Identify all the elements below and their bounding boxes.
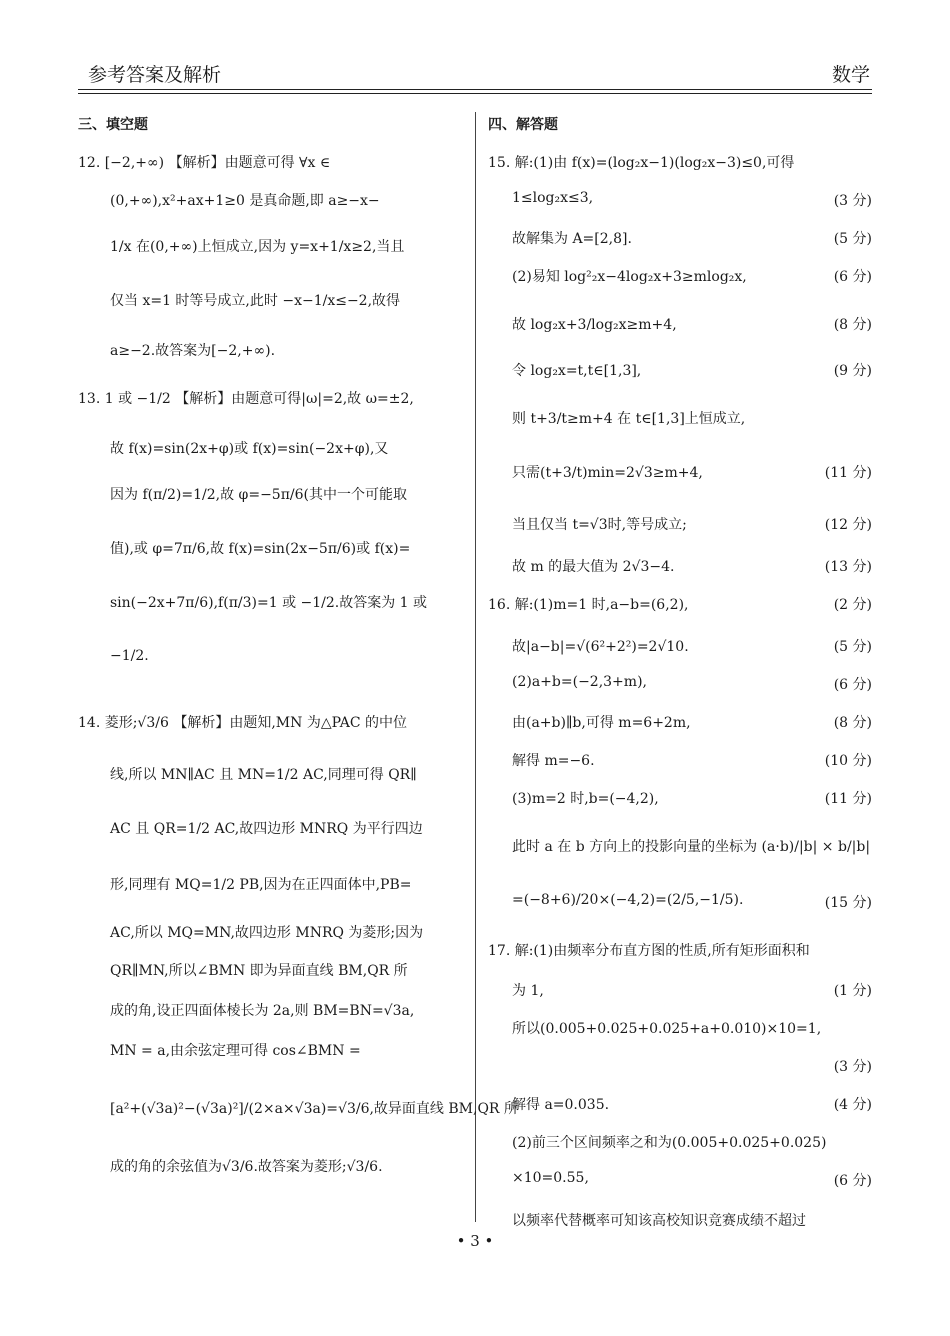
left-line: (0,+∞),x²+ax+1≥0 是真命题,即 a≥−x− [110,193,380,209]
right-line-text: 为 1, [512,983,544,999]
left-column [78,110,464,144]
score-label: (5 分) [833,231,872,247]
section-heading-fill-in: 三、填空题 [78,117,148,133]
right-line-text: 故 log₂x+3/log₂x≥m+4, [512,317,677,333]
right-line-text: 15. 解:(1)由 f(x)=(log₂x−1)(log₂x−3)≤0,可得 [488,155,795,171]
header-rule-thick [78,89,872,90]
right-line [512,1132,872,1152]
right-line-text: 只需(t+3/t)min=2√3≥m+4, [512,465,703,481]
right-line-text: 解得 m=−6. [512,753,595,769]
right-line [512,462,872,482]
score-label: (8 分) [833,715,872,731]
left-line: a≥−2.故答案为[−2,+∞). [110,343,276,359]
right-line [512,636,872,656]
right-line-text: 16. 解:(1)m=1 时,a−b=(6,2), [488,597,689,613]
score-label: (11 分) [824,791,872,807]
left-line: 形,同理有 MQ=1/2 PB,因为在正四面体中,PB= [110,877,412,893]
left-line: 12. [−2,+∞) 【解析】由题意可得 ∀x ∈ [78,155,331,171]
section-heading-solutions: 四、解答题 [488,117,558,133]
score-label: (9 分) [833,363,872,379]
right-line [512,1170,872,1189]
right-line-text: ×10=0.55, [512,1170,589,1186]
header-rule-thin [78,93,872,94]
left-line: 1/x 在(0,+∞)上恒成立,因为 y=x+1/x≥2,当且 [110,239,405,255]
right-line [512,408,872,428]
right-line [488,594,872,614]
right-line-text: 17. 解:(1)由频率分布直方图的性质,所有矩形面积和 [488,943,810,959]
right-line-text: 故|a−b|=√(6²+2²)=2√10. [512,639,689,655]
right-line [512,1094,872,1114]
right-line [512,266,872,286]
right-column [488,110,873,144]
score-label: (10 分) [824,753,872,769]
right-line [512,228,872,248]
score-label: (1 分) [833,983,872,999]
left-line: 仅当 x=1 时等号成立,此时 −x−1/x≤−2,故得 [110,293,401,309]
score-label: (4 分) [833,1097,872,1113]
score-label: (2 分) [833,597,872,613]
score-label: (6 分) [833,677,872,693]
right-line [512,556,872,576]
right-line [512,1210,872,1230]
right-line [512,836,872,856]
left-line: 线,所以 MN∥AC 且 MN=1/2 AC,同理可得 QR∥ [110,767,417,783]
right-line-text: 以频率代替概率可知该高校知识竞赛成绩不超过 [512,1213,806,1229]
right-line-text: (3)m=2 时,b=(−4,2), [512,791,659,807]
right-line [512,314,872,334]
right-line [512,190,872,209]
page-header-right: 数学 [831,64,870,86]
score-label: (3 分) [833,1059,872,1075]
left-line: [a²+(√3a)²−(√3a)²]/(2×a×√3a)=√3/6,故异面直线 BM,QR 所 [110,1101,518,1117]
right-line [512,360,872,380]
left-line: 14. 菱形;√3/6 【解析】由题知,MN 为△PAC 的中位 [78,715,407,731]
left-line: 成的角的余弦值为√3/6.故答案为菱形;√3/6. [110,1159,383,1175]
right-line [512,674,872,693]
right-line [512,892,872,911]
right-line-text: 1≤log₂x≤3, [512,190,594,206]
right-line-text: 则 t+3/t≥m+4 在 t∈[1,3]上恒成立, [512,411,746,427]
score-label: (11 分) [824,465,872,481]
score-label: (15 分) [824,895,872,911]
left-line: 成的角,设正四面体棱长为 2a,则 BM=BN=√3a, [110,1003,415,1019]
page-number: • 3 • [456,1232,494,1250]
right-line-text: 此时 a 在 b 方向上的投影向量的坐标为 (a·b)/|b| × b/|b| [512,839,871,855]
right-line [488,940,872,960]
right-line [512,788,872,808]
left-line: 故 f(x)=sin(2x+φ)或 f(x)=sin(−2x+φ),又 [110,441,389,457]
score-label: (6 分) [833,269,872,285]
right-line-text: 所以(0.005+0.025+0.025+a+0.010)×10=1, [512,1021,822,1037]
right-line [512,712,872,732]
score-label: (6 分) [833,1173,872,1189]
left-line: AC 且 QR=1/2 AC,故四边形 MNRQ 为平行四边 [110,821,423,837]
right-line-text: =(−8+6)/20×(−4,2)=(2/5,−1/5). [512,892,744,908]
right-line [512,1018,872,1038]
right-line-text: (2)a+b=(−2,3+m), [512,674,647,690]
right-line-text: 当且仅当 t=√3时,等号成立; [512,517,687,533]
left-line: MN = a,由余弦定理可得 cos∠BMN = [110,1043,361,1059]
right-line [512,750,872,770]
right-line-text: 令 log₂x=t,t∈[1,3], [512,363,642,379]
right-line-text: 故解集为 A=[2,8]. [512,231,632,247]
score-label: (12 分) [824,517,872,533]
right-line-text: (2)前三个区间频率之和为(0.005+0.025+0.025) [512,1135,827,1151]
left-line: 因为 f(π/2)=1/2,故 φ=−5π/6(其中一个可能取 [110,487,408,503]
right-line-text: 故 m 的最大值为 2√3−4. [512,559,675,575]
score-label: (5 分) [833,639,872,655]
left-line: QR∥MN,所以∠BMN 即为异面直线 BM,QR 所 [110,963,408,979]
left-line: −1/2. [110,648,149,664]
right-line [512,514,872,534]
page-header-left: 参考答案及解析 [88,64,222,86]
score-label: (3 分) [833,193,872,209]
column-divider [475,112,476,1222]
right-line [512,980,872,1000]
left-line: AC,所以 MQ=MN,故四边形 MNRQ 为菱形;因为 [110,925,424,941]
right-line-text: 由(a+b)∥b,可得 m=6+2m, [512,715,691,731]
right-line [488,152,872,172]
score-label: (8 分) [833,317,872,333]
left-line: sin(−2x+7π/6),f(π/3)=1 或 −1/2.故答案为 1 或 [110,595,428,611]
left-line: 值),或 φ=7π/6,故 f(x)=sin(2x−5π/6)或 f(x)= [110,541,411,557]
right-line-text: (2)易知 log²₂x−4log₂x+3≥mlog₂x, [512,269,747,285]
score-label: (13 分) [824,559,872,575]
left-line: 13. 1 或 −1/2 【解析】由题意可得|ω|=2,故 ω=±2, [78,391,414,407]
right-line-text: 解得 a=0.035. [512,1097,610,1113]
